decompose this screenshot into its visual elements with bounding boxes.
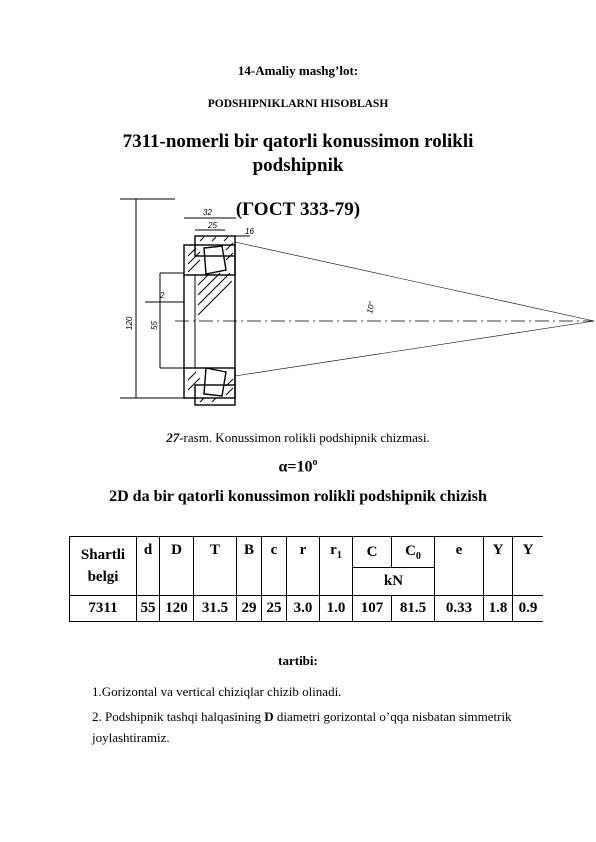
figure-caption xyxy=(0,430,596,446)
header-shartli: Shartli xyxy=(80,547,126,563)
bearing-drawing xyxy=(100,190,596,420)
gost-standard: (ГОСТ 333-79) xyxy=(235,199,361,220)
header-c: c xyxy=(262,537,287,596)
cell-designation: 7311 xyxy=(70,596,137,622)
caption-number: 27 xyxy=(166,430,180,445)
cell-C: 107 xyxy=(353,596,392,622)
alpha-degree: o xyxy=(312,457,318,468)
title-line-2: podshipnik xyxy=(252,155,344,176)
cell-B: 29 xyxy=(237,596,262,622)
dim-16: 16 xyxy=(245,227,254,236)
step-2: 2. Podshipnik tashqi halqasining D diametri gorizontal o’qqa nisbatan simmetrik joylashtiramiz. xyxy=(92,709,512,745)
header-D: D xyxy=(160,537,194,596)
cell-T: 31.5 xyxy=(194,596,237,622)
dim-2: 2 xyxy=(160,291,165,300)
title-line-1: 7311-nomerli bir qatorli konussimon rolikli xyxy=(122,131,474,152)
steps-heading: tartibi: xyxy=(278,653,318,668)
cell-c: 25 xyxy=(262,596,287,622)
alpha-angle xyxy=(0,457,596,476)
header-r: r xyxy=(287,537,320,596)
cell-Y: 1.8 xyxy=(484,596,513,622)
alpha-label: α=10 xyxy=(278,458,313,476)
bearing-spec-table xyxy=(69,536,543,622)
header-B: B xyxy=(237,537,262,596)
header-C0: $C_0$ xyxy=(392,537,435,568)
dim-120: 120 xyxy=(125,316,134,330)
cell-r: 3.0 xyxy=(287,596,320,622)
dim-25: 25 xyxy=(208,221,217,230)
document-title xyxy=(0,130,596,178)
cell-e: 0.33 xyxy=(435,596,484,622)
header-belgi: belgi xyxy=(87,569,119,585)
dim-angle: 10° xyxy=(365,300,377,315)
step-1: 1.Gorizontal va vertical chiziqlar chizib olinadi. xyxy=(92,684,342,699)
header-Y: Y xyxy=(484,537,513,596)
cell-r1: 1.0 xyxy=(320,596,353,622)
header-C: C xyxy=(353,537,392,568)
cell-d: 55 xyxy=(137,596,160,622)
cell-Y0: 0.9 xyxy=(513,596,544,622)
cell-C0: 81.5 xyxy=(392,596,435,622)
header-T: T xyxy=(194,537,237,596)
dim-32: 32 xyxy=(203,208,212,217)
caption-text: -rasm. Konussimon rolikli podshipnik chizmasi. xyxy=(179,430,430,445)
header-Y0: Y xyxy=(513,537,544,596)
header-e: e xyxy=(435,537,484,596)
subtitle: 2D da bir qatorli konussimon rolikli podshipnik chizish xyxy=(109,488,487,505)
unit-kn: kN xyxy=(353,568,435,596)
header-r1: $r_1$ xyxy=(320,537,353,596)
dim-55: 55 xyxy=(150,321,159,330)
header-shartli-belgi xyxy=(70,537,137,596)
topic-heading: PODSHIPNIKLARNI HISOBLASH xyxy=(207,98,389,110)
cell-D: 120 xyxy=(160,596,194,622)
header-d: d xyxy=(137,537,160,596)
lesson-heading: 14-Amaliy mashg’lot: xyxy=(237,63,359,78)
